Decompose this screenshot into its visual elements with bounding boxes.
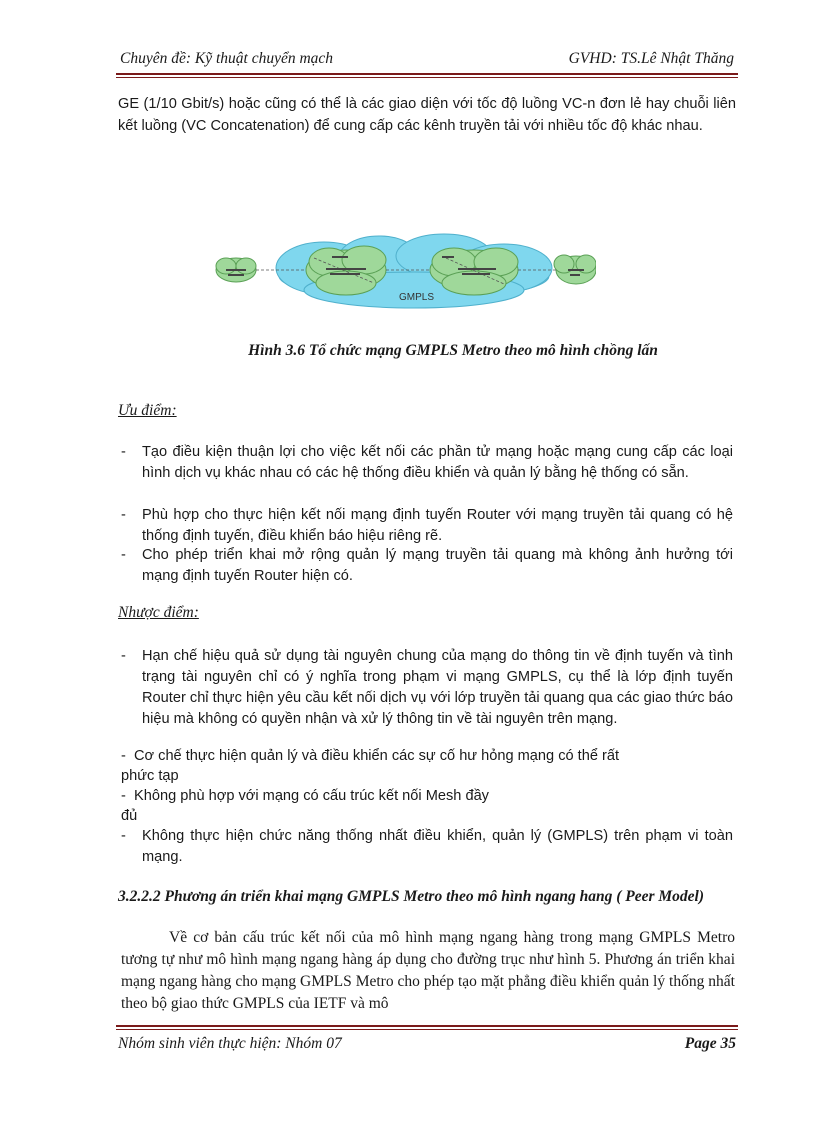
bullet-dash: - [121,507,126,523]
advantage-item [121,545,733,587]
disadvantage-text: Không thực hiện chức năng thống nhất điều khiển, quản lý (GMPLS) trên phạm vi toàn mạng. [142,828,733,865]
figure-diagram [214,228,596,312]
footer-group: Nhóm sinh viên thực hiện: Nhóm 07 [118,1035,342,1052]
disadvantages-title: Nhược điểm: [118,604,199,621]
header-advisor: GVHD: TS.Lê Nhật Thăng [568,50,734,67]
advantage-item [121,442,733,484]
bullet-dash: - [121,547,126,563]
advantage-text: Tạo điều kiện thuận lợi cho việc kết nối các phần tử mạng hoặc mạng cung cấp các loại hình dịch vụ khác nhau có các hệ thống điều khiển và quản lý bằng hệ thống có sẵn. [142,444,733,481]
header-topic: Chuyên đề: Kỹ thuật chuyển mạch [120,50,334,67]
disadvantage-text: Không phù hợp với mạng có cấu trúc kết nối Mesh đầy [133,788,489,804]
disadvantage-item [121,646,733,730]
figure-caption: Hình 3.6 Tổ chức mạng GMPLS Metro theo mô hình chồng lấn [248,342,658,359]
gmpls-cloud-label: GMPLS [399,292,435,303]
bullet-dash: - [121,444,126,460]
gmpls-overlay-figure [214,228,596,312]
disadvantage-text: Cơ chế thực hiện quản lý và điều khiển các sự cố hư hỏng mạng có thể rất [133,748,620,764]
advantages-title: Ưu điểm: [118,402,177,419]
bullet-dash: - [121,788,134,804]
bullet-dash: - [121,748,134,764]
bullet-dash: - [121,648,126,664]
disadvantage-item [121,826,733,868]
section-body [121,927,735,1015]
disadvantage-item-2-cont: phức tạp [121,768,179,784]
disadvantage-item-2 [121,746,733,766]
advantage-item [121,505,733,547]
advantage-text: Cho phép triển khai mở rộng quản lý mạng truyền tải quang mà không ảnh hưởng tới mạng định tuyến Router hiện có. [142,547,733,584]
page-number: Page 35 [684,1035,736,1052]
advantage-text: Phù hợp cho thực hiện kết nối mạng định tuyến Router với mạng truyền tải quang có hệ thống định tuyến, điều khiển báo hiệu riêng rẽ. [142,507,733,544]
header-rule [116,73,738,78]
bullet-dash: - [121,828,126,844]
section-body-text: Về cơ bản cấu trúc kết nối của mô hình mạng ngang hàng trong mạng GMPLS Metro tương tự như mô hình mạng ngang hàng áp dụng cho đường trục như hình 5. Phương án triển khai mạng ngang hàng cho mạng GMPLS Metro cho phép tạo mặt phẳng điều khiển quản lý thống nhất theo bộ giao thức GMPLS của IETF và mô [121,929,735,1012]
transport-cloud-left [306,246,386,295]
intro-paragraph: GE (1/10 Gbit/s) hoặc cũng có thể là các giao diện với tốc độ luồng VC-n đơn lẻ hay chuỗi liên kết luồng (VC Concatenation) để cung cấp các kênh truyền tải với nhiều tốc độ khác nhau. [118,96,736,134]
disadvantage-item-3-cont: đủ [121,808,138,824]
footer-rule [116,1025,738,1030]
page-footer [118,1035,736,1057]
disadvantage-item-3 [121,786,733,806]
disadvantage-text: Hạn chế hiệu quả sử dụng tài nguyên chung của mạng do thông tin về định tuyến và tình trạng tài nguyên chỉ có ý nghĩa trong phạm vi mạng GMPLS, cụ thể là lớp định tuyến Router chỉ thực hiện yêu cầu kết nối dịch vụ với lớp truyền tải quang qua các giao thức báo hiệu mà không có quyền nhận và xử lý thông tin về tài nguyên trên mạng. [142,648,733,727]
section-heading: 3.2.2.2 Phương án triển khai mạng GMPLS Metro theo mô hình ngang hang ( Peer Model) [118,888,705,905]
page-header [118,50,736,72]
